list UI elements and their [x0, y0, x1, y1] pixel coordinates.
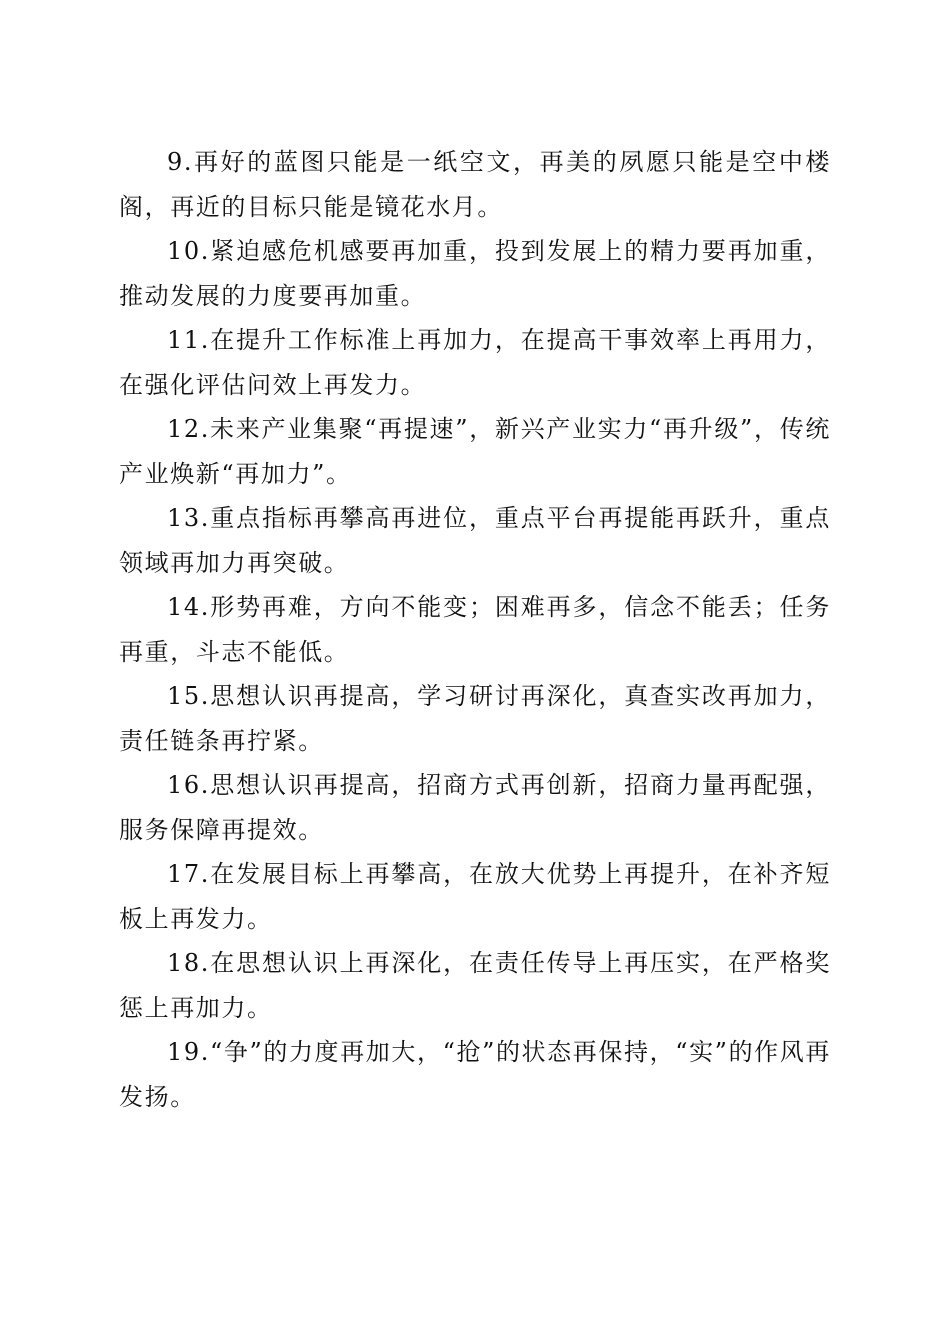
- paragraph-10: 10.紧迫感危机感要再加重，投到发展上的精力要再加重，推动发展的力度要再加重。: [119, 237, 831, 310]
- paragraph-17: 17.在发展目标上再攀高，在放大优势上再提升，在补齐短板上再发力。: [119, 860, 831, 933]
- paragraph-13: 13.重点指标再攀高再进位，重点平台再提能再跃升，重点领域再加力再突破。: [119, 504, 831, 577]
- paragraph-11: 11.在提升工作标准上再加力，在提高干事效率上再用力，在强化评估问效上再发力。: [119, 326, 831, 399]
- paragraph-16: 16.思想认识再提高，招商方式再创新，招商力量再配强，服务保障再提效。: [119, 771, 831, 844]
- paragraph-12: 12.未来产业集聚“再提速”，新兴产业实力“再升级”，传统产业焕新“再加力”。: [119, 415, 831, 488]
- document-body: [119, 140, 831, 1119]
- paragraph-15: 15.思想认识再提高，学习研讨再深化，真查实改再加力，责任链条再拧紧。: [119, 682, 831, 755]
- paragraph-14: 14.形势再难，方向不能变；困难再多，信念不能丢；任务再重，斗志不能低。: [119, 593, 831, 666]
- paragraph-19: 19.“争”的力度再加大，“抢”的状态再保持，“实”的作风再发扬。: [119, 1038, 831, 1111]
- paragraph-18: 18.在思想认识上再深化，在责任传导上再压实，在严格奖惩上再加力。: [119, 949, 831, 1022]
- paragraph-9: 9.再好的蓝图只能是一纸空文，再美的夙愿只能是空中楼阁，再近的目标只能是镜花水月。: [119, 148, 831, 221]
